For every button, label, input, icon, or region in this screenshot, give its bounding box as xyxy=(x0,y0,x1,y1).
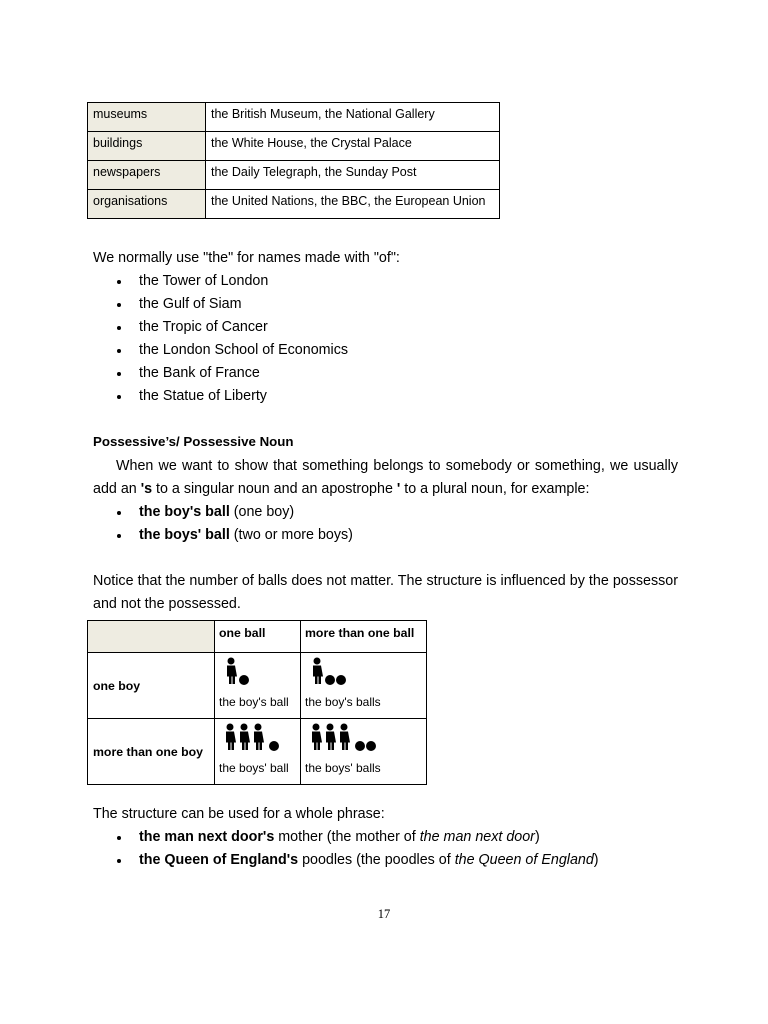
phrase-end: ) xyxy=(534,829,540,845)
list-item: the Tropic of Cancer xyxy=(93,316,348,339)
names-table xyxy=(87,102,500,219)
page-number: 17 xyxy=(377,907,391,921)
list-item: the Tower of London xyxy=(93,270,348,293)
phrase-italic: the Queen of England xyxy=(454,852,594,868)
possessive-table xyxy=(87,620,427,785)
phrase-bold: the Queen of England's xyxy=(139,852,299,868)
examples-cell: the Daily Telegraph, the Sunday Post xyxy=(206,161,500,190)
cell-caption: the boy's balls xyxy=(305,695,381,709)
example-bold: the boy's ball xyxy=(139,504,230,520)
category-cell: organisations xyxy=(88,190,206,219)
table-header-row xyxy=(88,621,427,653)
table-row xyxy=(88,190,500,219)
row-label: one boy xyxy=(88,653,215,719)
category-cell: buildings xyxy=(88,132,206,161)
phrase-bold: the man next door's xyxy=(139,829,275,845)
phrase-end: ) xyxy=(593,852,599,868)
cell-many-boys-one-ball xyxy=(215,719,301,785)
s-mark: 's xyxy=(140,481,153,497)
list-item xyxy=(93,849,599,872)
list-item xyxy=(93,826,599,849)
intro-text: to a plural noun, for example: xyxy=(400,481,590,497)
table-row xyxy=(88,719,427,785)
cell-many-boys-many-balls xyxy=(301,719,427,785)
intro-text: When we want to show that something belongs to somebody or something, we usually add an xyxy=(93,458,678,497)
examples-list xyxy=(93,501,353,547)
examples-cell: the White House, the Crystal Palace xyxy=(206,132,500,161)
list-item: the Statue of Liberty xyxy=(93,385,348,408)
boys-with-ball-icon xyxy=(219,721,291,759)
column-header: one ball xyxy=(215,621,301,653)
example-rest: (one boy) xyxy=(229,504,295,520)
boys-with-balls-icon xyxy=(305,721,389,759)
table-row xyxy=(88,132,500,161)
phrase-mid: poodles (the poodles of xyxy=(298,852,455,868)
examples-cell: the United Nations, the BBC, the European Union xyxy=(206,190,500,219)
list-item: the London School of Economics xyxy=(93,339,348,362)
cell-caption: the boy's ball xyxy=(219,695,289,709)
cell-caption: the boys' ball xyxy=(219,761,289,775)
of-intro: We normally use "the" for names made with "of": xyxy=(93,250,400,266)
boy-with-balls-icon xyxy=(305,655,365,693)
apostrophe-mark: ' xyxy=(396,481,401,497)
table-row xyxy=(88,161,500,190)
list-item xyxy=(93,501,353,524)
table-row xyxy=(88,103,500,132)
table-row xyxy=(88,653,427,719)
column-header: more than one ball xyxy=(301,621,427,653)
phrase-mid: mother (the mother of xyxy=(274,829,420,845)
cell-caption: the boys' balls xyxy=(305,761,381,775)
list-item xyxy=(93,524,353,547)
category-cell: newspapers xyxy=(88,161,206,190)
list-item: the Gulf of Siam xyxy=(93,293,348,316)
phrase-italic: the man next door xyxy=(419,829,535,845)
intro-text: to a singular noun and an apostrophe xyxy=(152,481,397,497)
cell-one-boy-many-balls xyxy=(301,653,427,719)
example-rest: (two or more boys) xyxy=(229,527,353,543)
boy-with-ball-icon xyxy=(219,655,259,693)
category-cell: museums xyxy=(88,103,206,132)
phrase-list xyxy=(93,826,599,872)
phrase-intro: The structure can be used for a whole phrase: xyxy=(93,806,385,822)
notice-paragraph: Notice that the number of balls does not matter. The structure is influenced by the possessor and not the possessed. xyxy=(93,573,678,612)
of-list xyxy=(93,270,348,408)
intro-paragraph xyxy=(93,455,678,501)
example-bold: the boys' ball xyxy=(139,527,230,543)
cell-one-boy-one-ball xyxy=(215,653,301,719)
section-heading: Possessive’s/ Possessive Noun xyxy=(93,434,294,449)
list-item: the Bank of France xyxy=(93,362,348,385)
examples-cell: the British Museum, the National Gallery xyxy=(206,103,500,132)
empty-header-cell xyxy=(88,621,215,653)
row-label: more than one boy xyxy=(88,719,215,785)
